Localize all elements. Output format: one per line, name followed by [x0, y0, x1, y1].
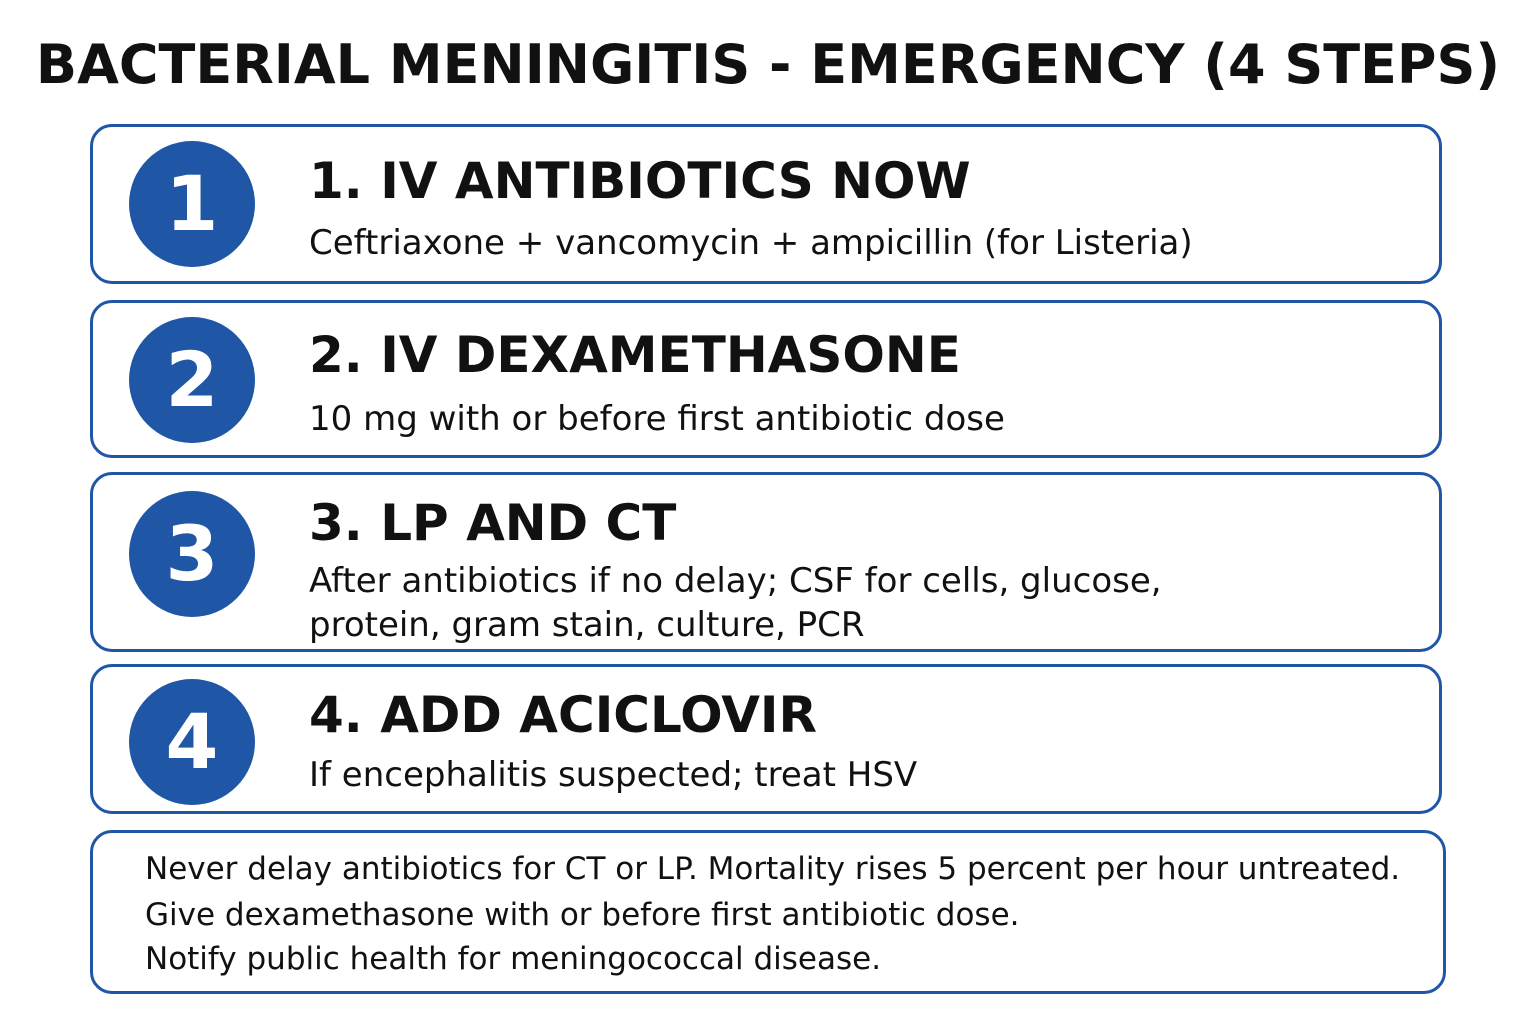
step-card-4 — [90, 664, 1442, 814]
step-heading: 1. IV ANTIBIOTICS NOW — [309, 152, 971, 210]
step-description-line: protein, gram stain, culture, PCR — [309, 605, 865, 645]
step-heading: 4. ADD ACICLOVIR — [309, 686, 818, 744]
step-card-1 — [90, 124, 1442, 284]
step-heading: 2. IV DEXAMETHASONE — [309, 326, 961, 384]
step-number-badge: 2 — [129, 317, 255, 443]
step-number-badge: 4 — [129, 679, 255, 805]
step-number-badge: 3 — [129, 491, 255, 617]
note-line: Notify public health for meningococcal disease. — [145, 941, 882, 977]
notes-box — [90, 830, 1446, 994]
step-heading: 3. LP AND CT — [309, 494, 677, 552]
page-title: BACTERIAL MENINGITIS - EMERGENCY (4 STEPS) — [35, 33, 1501, 96]
step-card-3 — [90, 472, 1442, 652]
step-number-badge: 1 — [129, 141, 255, 267]
step-card-2 — [90, 300, 1442, 458]
note-line: Never delay antibiotics for CT or LP. Mortality rises 5 percent per hour untreated. — [145, 851, 1401, 887]
note-line: Give dexamethasone with or before first antibiotic dose. — [145, 897, 1020, 933]
step-description-line: After antibiotics if no delay; CSF for cells, glucose, — [309, 561, 1162, 601]
step-description: 10 mg with or before first antibiotic dose — [309, 399, 1005, 439]
step-description: Ceftriaxone + vancomycin + ampicillin (for Listeria) — [309, 223, 1193, 263]
step-description: If encephalitis suspected; treat HSV — [309, 755, 918, 795]
